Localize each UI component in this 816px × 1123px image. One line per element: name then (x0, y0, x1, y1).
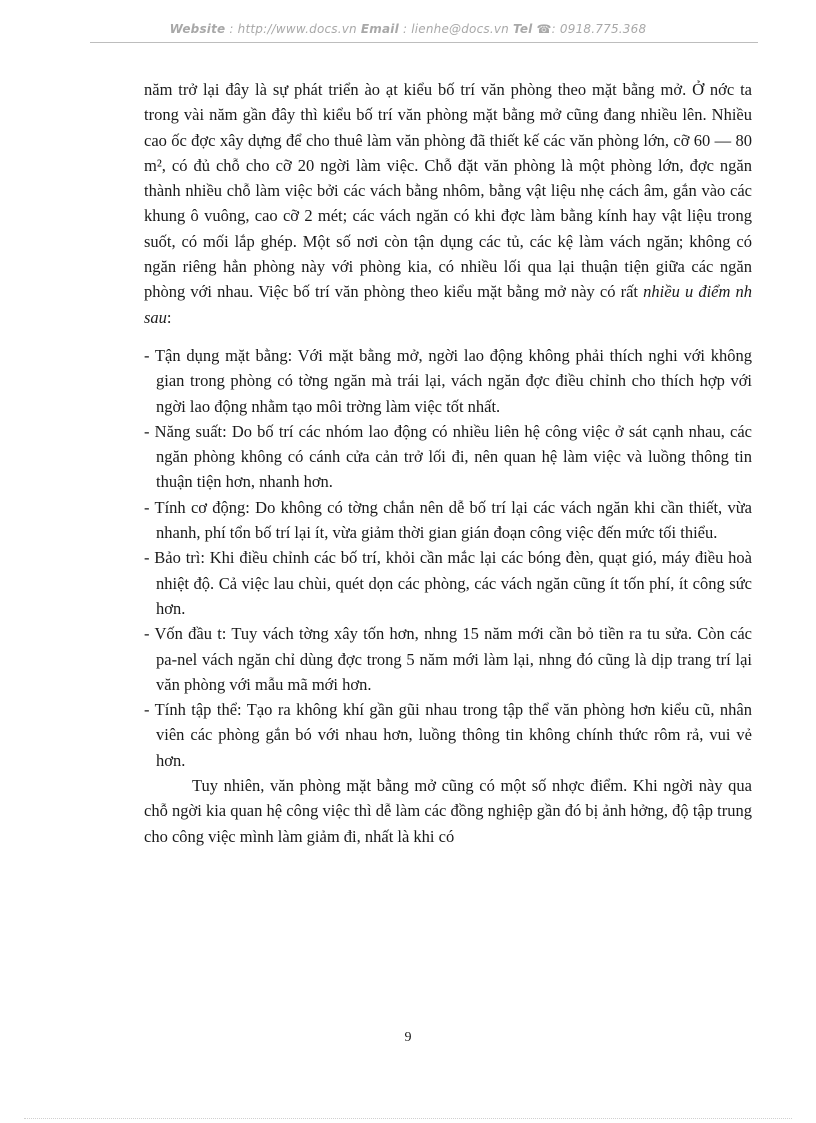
list-item: - Bảo trì: Khi điều chỉnh các bố trí, khỏi cần mắc lại các bóng đèn, quạt gió, máy điều hoà nhiệt độ. Cả việc lau chùi, quét dọn các phòng, các vách ngăn cũng ít tốn phí, ít công sức hơn. (144, 548, 752, 618)
page-header (0, 22, 816, 36)
tel-label: Tel (513, 22, 533, 36)
list-item: - Vốn đầu t: Tuy vách tờng xây tốn hơn, nhng 15 năm mới cần bỏ tiền ra tu sửa. Còn các pa-nel vách ngăn chỉ dùng đợc trong 5 năm mới làm lại, nhng đó cũng là dịp trang trí lại văn phòng với mẫu mã mới hơn. (144, 624, 752, 694)
list-item: - Tính tập thể: Tạo ra không khí gần gũi nhau trong tập thể văn phòng hơn kiểu cũ, nhân viên các phòng gắn bó với nhau hơn, luồng thông tin không chính thức rôm rả, vui vẻ hơn. (144, 700, 752, 770)
intro-text: năm trở lại đây là sự phát triển ào ạt kiểu bố trí văn phòng theo mặt bằng mở. Ở nớc ta trong vài năm gần đây thì kiểu bố trí văn phòng mặt bằng mở cũng đang nhiều lên. Nhiều cao ốc đợc xây dựng để cho thuê làm văn phòng đã thiết kế các văn phòng lớn, cỡ 60 — 80 m², có đủ chỗ cho cỡ 20 ngời làm việc. Chỗ đặt văn phòng là một phòng lớn, đợc ngăn thành nhiều chỗ làm việc bởi các vách bằng nhôm, bằng vật liệu nhẹ cách âm, gắn vào các khung ô vuông, cao cỡ 2 mét; các vách ngăn có khi đợc làm bằng kính hay vật liệu trong suốt, có mối lắp ghép. Một số nơi còn tận dụng các tủ, các kệ làm vách ngăn; không có ngăn riêng hẳn phòng này với phòng kia, có nhiều lối qua lại thuận tiện giữa các ngăn phòng với nhau. Việc bố trí văn phòng theo kiểu mặt bằng mở này có rất (144, 80, 752, 302)
list-item: - Tính cơ động: Do không có tờng chắn nên dễ bố trí lại các vách ngăn khi cần thiết, vừa nhanh, phí tổn bố trí lại ít, vừa giảm thời gian gián đoạn công việc đến mức tối thiểu. (144, 497, 752, 543)
website-label: Website (169, 22, 226, 36)
advantages-list (144, 343, 752, 773)
footer-divider (24, 1118, 792, 1119)
document-body (144, 77, 752, 849)
intro-paragraph (144, 77, 752, 330)
list-item: - Năng suất: Do bố trí các nhóm lao động có nhiều liên hệ công việc ở sát cạnh nhau, các ngăn phòng không có cánh cửa cản trở lối đi, nên quan hệ làm việc và luồng thông tin thuận tiện hơn, nhanh hơn. (144, 421, 752, 492)
list-item: - Tận dụng mặt bằng: Với mặt bằng mở, ngời lao động không phải thích nghi với không gian trong phòng có tờng ngăn mà trái lại, vách ngăn đợc điều chỉnh cho thích hợp với ngời lao động nhằm tạo môi trờng làm việc tốt nhất. (144, 345, 752, 416)
intro-end: : (166, 307, 172, 327)
website-url: : http://www.docs.vn (229, 22, 357, 36)
page-number: 9 (404, 1030, 412, 1045)
email-label: Email (360, 22, 399, 36)
tel-number: : 0918.775.368 (551, 22, 647, 36)
intro-italic-phrase: nhiều u điểm nh sau (144, 282, 753, 327)
email-address: : lienhe@docs.vn (402, 22, 509, 36)
closing-paragraph: Tuy nhiên, văn phòng mặt bằng mở cũng có một số nhợc điểm. Khi ngời này qua chỗ ngời kia quan hệ công việc thì dễ làm các đồng nghiệp gần đó bị ảnh hởng, độ tập trung cho công việc mình làm giảm đi, nhất là khi có (144, 776, 752, 846)
header-divider (90, 42, 758, 43)
phone-icon: ☎ (536, 22, 552, 36)
